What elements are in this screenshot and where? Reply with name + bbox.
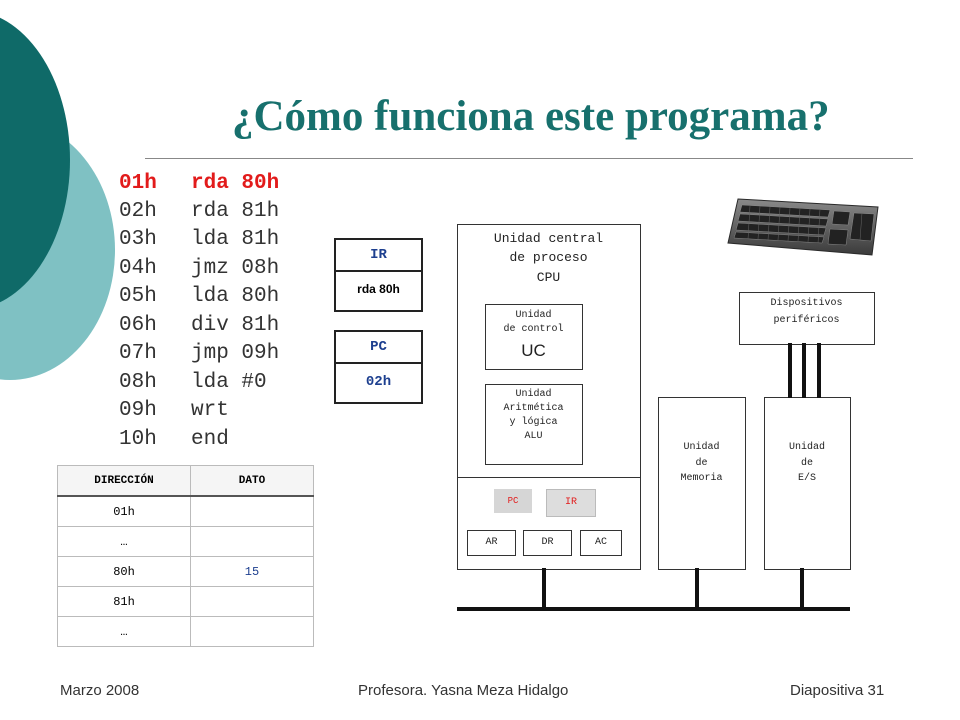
table-cell-dato xyxy=(191,617,314,647)
program-instruction: end xyxy=(191,428,229,451)
program-line xyxy=(119,228,279,251)
table-row xyxy=(58,587,314,617)
io-unit-line2: de xyxy=(800,458,813,469)
column-header-dato: DATO xyxy=(191,466,314,497)
program-instruction: lda 81h xyxy=(191,228,280,251)
program-instruction: jmp 09h xyxy=(191,342,280,365)
table-row xyxy=(58,496,314,527)
alu-line4: ALU xyxy=(524,431,543,442)
peripheral-connector xyxy=(788,343,792,398)
peripheral-connector xyxy=(802,343,806,398)
table-row xyxy=(58,557,314,587)
io-unit-line3: E/S xyxy=(797,473,816,484)
cpu-bus-connector xyxy=(542,568,546,609)
memory-bus-connector xyxy=(695,568,699,609)
dr-register: DR xyxy=(523,530,572,556)
ar-register: AR xyxy=(467,530,516,556)
control-unit-line3: UC xyxy=(521,341,546,360)
program-line xyxy=(119,200,279,223)
cpu-divider xyxy=(457,477,640,478)
program-address: 07h xyxy=(119,342,157,365)
memory-table xyxy=(57,465,314,647)
program-instruction: lda 80h xyxy=(191,285,280,308)
footer-date: Marzo 2008 xyxy=(60,682,140,699)
ir-register-box xyxy=(334,238,423,312)
program-address: 01h xyxy=(119,172,157,195)
program-line xyxy=(119,314,279,337)
table-cell-direccion: … xyxy=(58,527,191,557)
pc-register-value: 02h xyxy=(365,374,392,390)
program-line xyxy=(119,285,279,308)
table-row xyxy=(58,527,314,557)
system-bus xyxy=(457,607,850,611)
program-line xyxy=(119,257,279,280)
program-instruction: rda 80h xyxy=(191,172,280,195)
cpu-title-line2: de proceso xyxy=(509,250,588,265)
control-unit-line2: de control xyxy=(503,324,564,335)
program-address: 08h xyxy=(119,371,157,394)
memory-unit-line1: Unidad xyxy=(683,442,720,453)
program-instruction: div 81h xyxy=(191,314,280,337)
program-address: 10h xyxy=(119,428,157,451)
table-cell-direccion: 81h xyxy=(58,587,191,617)
table-cell-dato xyxy=(191,587,314,617)
table-cell-direccion: 80h xyxy=(58,557,191,587)
alu-line1: Unidad xyxy=(515,389,552,400)
table-cell-direccion: 01h xyxy=(58,496,191,527)
program-line xyxy=(119,172,279,195)
cpu-ir-register: IR xyxy=(546,489,596,517)
program-line xyxy=(119,371,267,394)
table-cell-direccion: … xyxy=(58,617,191,647)
program-address: 09h xyxy=(119,399,157,422)
pc-register-box xyxy=(334,330,423,404)
keyboard-image xyxy=(726,193,882,259)
ir-register-label: IR xyxy=(336,240,421,272)
footer-slide-number: Diapositiva 31 xyxy=(790,682,885,699)
cpu-title-line3: CPU xyxy=(536,270,561,285)
alu-line3: y lógica xyxy=(509,417,558,428)
memory-unit-line3: Memoria xyxy=(680,473,723,484)
program-instruction: jmz 08h xyxy=(191,257,280,280)
title-divider xyxy=(145,158,913,159)
alu-line2: Aritmética xyxy=(503,403,564,414)
ir-register-value: rda 80h xyxy=(357,282,400,296)
cpu-pc-register: PC xyxy=(494,489,532,513)
column-header-direccion: DIRECCIÓN xyxy=(58,466,191,497)
cpu-title-line1: Unidad central xyxy=(493,231,604,246)
table-row xyxy=(58,617,314,647)
program-address: 04h xyxy=(119,257,157,280)
program-address: 06h xyxy=(119,314,157,337)
peripherals-line2: periféricos xyxy=(773,315,840,326)
slide-title: ¿Cómo funciona este programa? xyxy=(232,93,830,140)
control-unit-line1: Unidad xyxy=(515,310,552,321)
program-address: 02h xyxy=(119,200,157,223)
program-line xyxy=(119,428,229,451)
program-instruction: rda 81h xyxy=(191,200,280,223)
io-unit-line1: Unidad xyxy=(788,442,825,453)
pc-register-label: PC xyxy=(336,332,421,364)
table-cell-dato xyxy=(191,527,314,557)
peripheral-connector xyxy=(817,343,821,398)
program-address: 05h xyxy=(119,285,157,308)
io-bus-connector xyxy=(800,568,804,609)
memory-unit-line2: de xyxy=(695,458,708,469)
table-header-row xyxy=(58,466,314,497)
table-cell-dato xyxy=(191,496,314,527)
footer-author: Profesora. Yasna Meza Hidalgo xyxy=(358,682,569,699)
program-line xyxy=(119,399,229,422)
program-line xyxy=(119,342,279,365)
program-instruction: wrt xyxy=(191,399,229,422)
ac-register: AC xyxy=(580,530,622,556)
table-cell-dato: 15 xyxy=(191,557,314,587)
program-instruction: lda #0 xyxy=(191,371,267,394)
program-address: 03h xyxy=(119,228,157,251)
peripherals-line1: Dispositivos xyxy=(770,298,843,309)
